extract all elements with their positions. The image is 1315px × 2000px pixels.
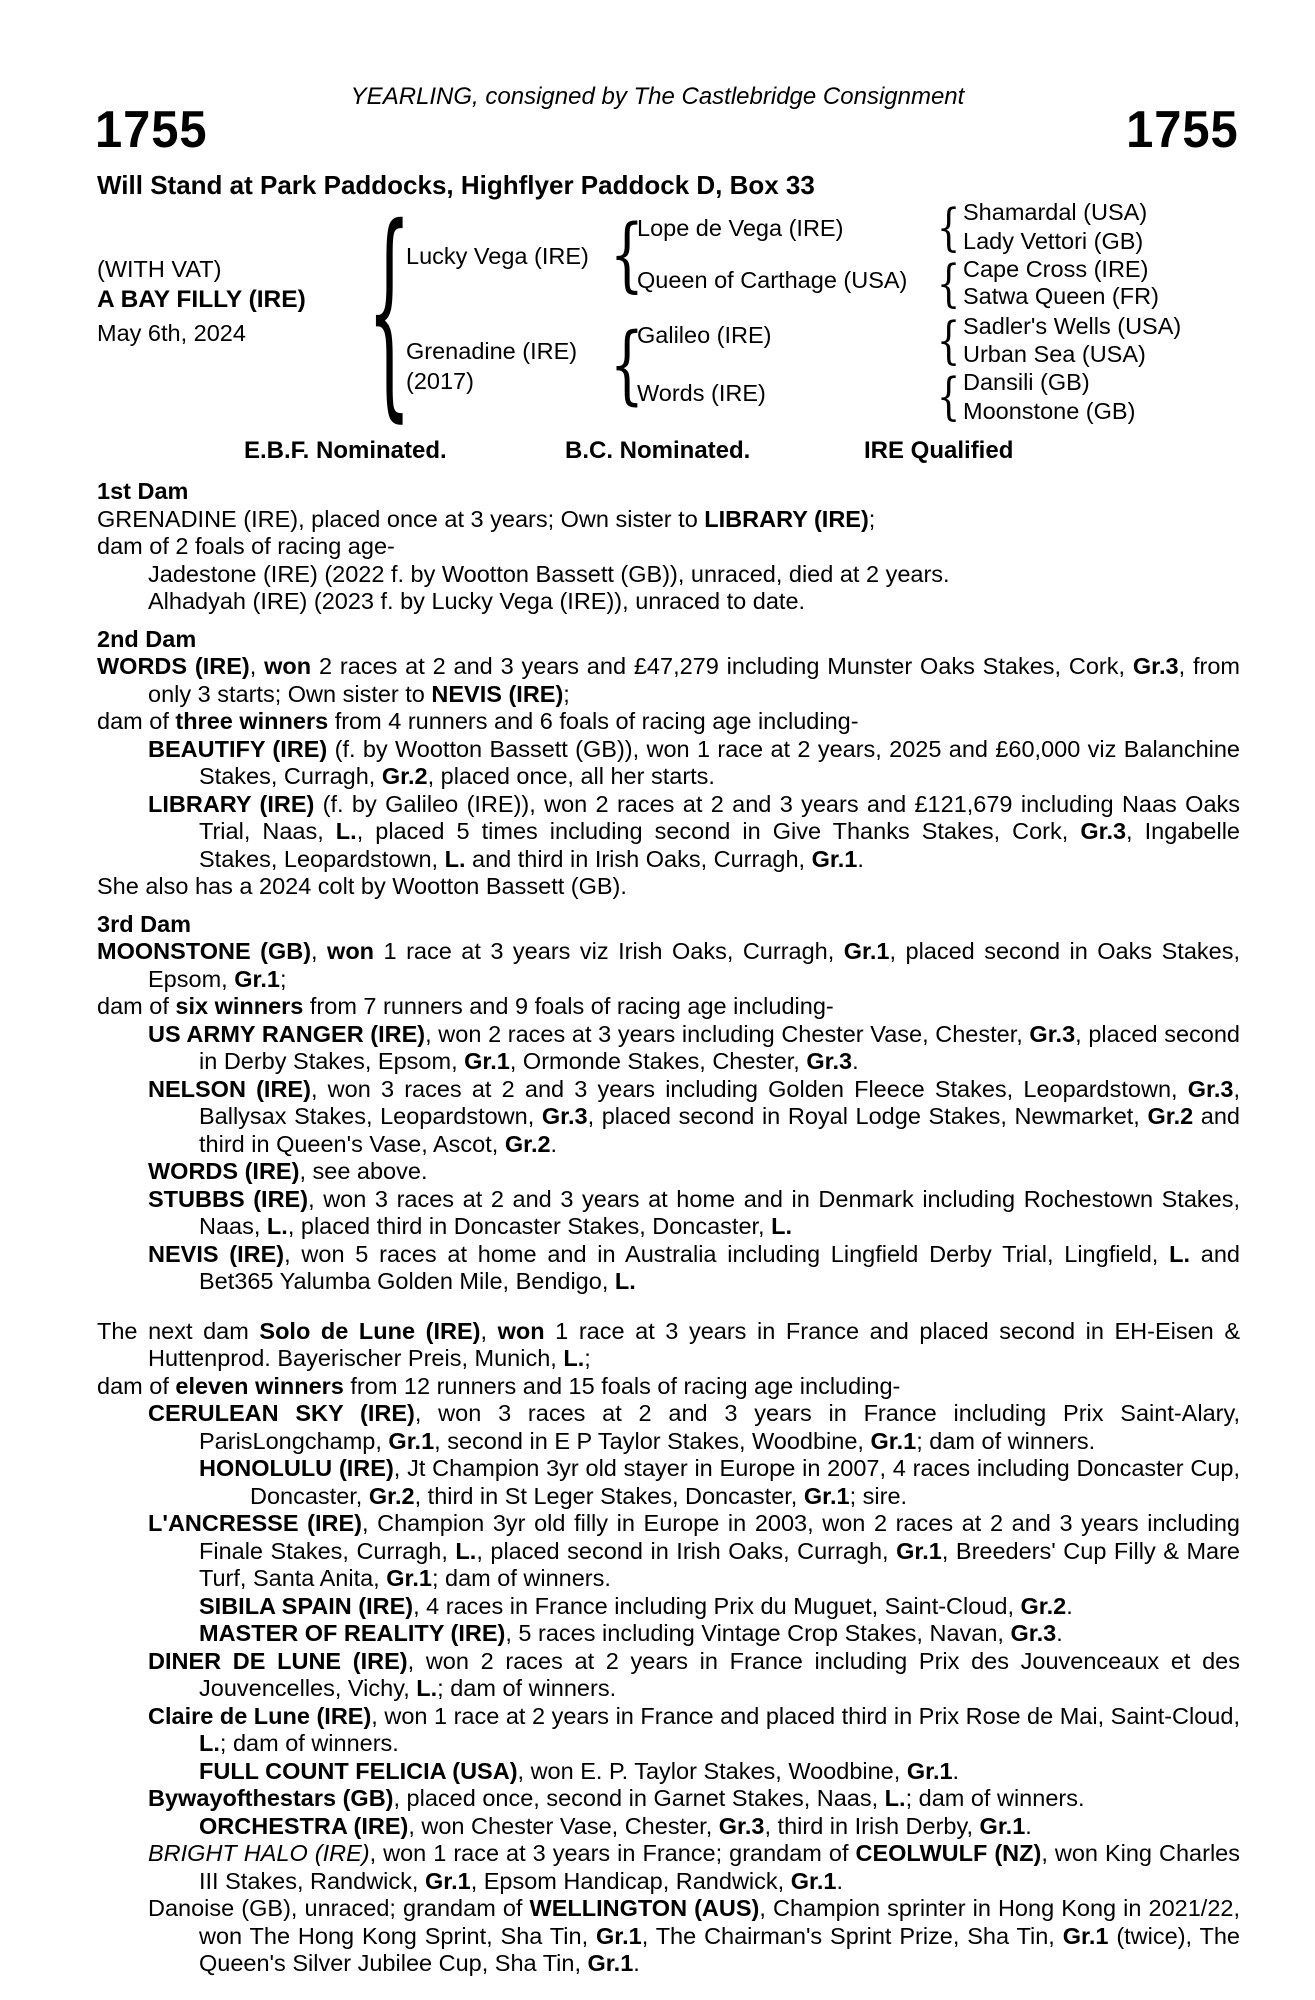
plain-text: , Ormonde Stakes, Chester, xyxy=(509,1048,807,1074)
emphasized-horse-or-grade: NEVIS (IRE) xyxy=(148,1240,285,1267)
plain-text: ; xyxy=(279,965,287,992)
plain-text: , Jt Champion 3yr old stayer in Europe in 2007, 4 races including Doncaster Cup, Doncaster, xyxy=(250,1455,1240,1509)
foaling-date: May 6th, 2024 xyxy=(97,320,246,346)
dam-section-heading: 2nd Dam xyxy=(97,625,197,652)
plain-text: , Champion sprinter in Hong Kong in 2021/22, won The Hong Kong Sprint, Sha Tin, xyxy=(199,1895,1241,1949)
emphasized-horse-or-grade: Gr.1 xyxy=(386,1565,432,1591)
emphasized-horse-or-grade: MASTER OF REALITY (IRE) xyxy=(199,1620,506,1646)
ebf-nomination: E.B.F. Nominated. xyxy=(244,437,447,464)
pedigree-text-paragraph xyxy=(97,708,1240,736)
pedigree-text-paragraph xyxy=(97,938,1240,993)
emphasized-horse-or-grade: Gr.1 xyxy=(595,1922,642,1949)
emphasized-horse-or-grade: WORDS (IRE) xyxy=(148,1158,300,1184)
pedigree-text-paragraph xyxy=(148,1785,1240,1813)
plain-text: , Epsom Handicap, Randwick, xyxy=(470,1867,791,1894)
pedigree-text-paragraph xyxy=(97,533,1240,561)
emphasized-horse-or-grade: six winners xyxy=(175,993,304,1019)
emphasized-horse-or-grade: NEVIS (IRE) xyxy=(431,680,564,707)
plain-text: ; xyxy=(868,505,876,532)
plain-text: and third in Irish Oaks, Curragh, xyxy=(465,845,812,872)
emphasized-horse-or-grade: Gr.3 xyxy=(1132,653,1179,679)
gen4-ancestor: Dansili (GB) xyxy=(963,369,1090,395)
emphasized-horse-or-grade: Gr.2 xyxy=(504,1130,551,1157)
emphasized-horse-or-grade: Gr.3 xyxy=(718,1812,765,1839)
emphasized-horse-or-grade: Gr.1 xyxy=(979,1812,1026,1839)
gen3-sire-of-sire: Lope de Vega (IRE) xyxy=(637,215,844,241)
emphasized-horse-or-grade: L. xyxy=(416,1675,438,1701)
emphasized-horse-or-grade: L. xyxy=(199,1730,220,1756)
plain-text: , xyxy=(249,653,265,679)
pedigree-text-body xyxy=(97,478,1240,1978)
gen3-dam-of-dam: Words (IRE) xyxy=(637,380,766,406)
plain-text: , won 2 races at 3 years including Chester Vase, Chester, xyxy=(425,1020,1030,1047)
gen4-ancestor: Lady Vettori (GB) xyxy=(963,228,1144,254)
emphasized-horse-or-grade: Gr.1 xyxy=(1062,1922,1109,1949)
pedigree-text-paragraph xyxy=(199,1813,1240,1841)
emphasized-horse-or-grade: Gr.3 xyxy=(1080,818,1127,844)
plain-text: , xyxy=(311,938,328,964)
plain-text: from 12 runners and 15 foals of racing age including- xyxy=(343,1372,901,1399)
plain-text: dam of xyxy=(97,1372,176,1399)
pedigree-text-paragraph xyxy=(148,1648,1240,1703)
emphasized-horse-or-grade: Gr.2 xyxy=(1020,1592,1067,1619)
plain-text: , placed second in Irish Oaks, Curragh, xyxy=(476,1537,897,1564)
plain-text: , placed second in Oaks Stakes, Epsom, xyxy=(148,938,1240,992)
emphasized-horse-or-grade: L. xyxy=(335,818,357,844)
emphasized-horse-or-grade: Gr.3 xyxy=(1187,1075,1234,1102)
emphasized-horse-or-grade: Gr.1 xyxy=(388,1427,435,1454)
emphasized-horse-or-grade: Gr.1 xyxy=(906,1757,953,1784)
pedigree-text-paragraph xyxy=(148,1840,1240,1895)
pedigree-text-paragraph xyxy=(148,1895,1240,1978)
plain-text: ; xyxy=(563,680,570,707)
plain-text: , placed 5 times including second in Give Thanks Stakes, Cork, xyxy=(356,818,1081,844)
dam-section-heading: 1st Dam xyxy=(97,478,189,504)
plain-text: , won King Charles III Stakes, Randwick, xyxy=(199,1840,1240,1894)
pedigree-text-paragraph xyxy=(97,993,1240,1021)
vat-note: (WITH VAT) xyxy=(97,256,222,282)
emphasized-horse-or-grade: SIBILA SPAIN (IRE) xyxy=(199,1592,414,1619)
emphasized-horse-or-grade: Solo de Lune (IRE) xyxy=(259,1317,481,1344)
lot-number-right: 1755 xyxy=(1126,101,1239,159)
pedigree-text-paragraph xyxy=(97,506,1240,534)
emphasized-horse-or-grade: NELSON (IRE) xyxy=(148,1075,311,1102)
emphasized-horse-or-grade: L. xyxy=(1169,1240,1190,1267)
pedigree-brace: { xyxy=(367,179,412,442)
pedigree-text-paragraph xyxy=(148,1400,1240,1455)
plain-text: , The Chairman's Sprint Prize, Sha Tin, xyxy=(641,1922,1063,1949)
emphasized-horse-or-grade: Gr.1 xyxy=(464,1048,510,1074)
emphasized-horse-or-grade: FULL COUNT FELICIA (USA) xyxy=(199,1757,518,1784)
emphasized-horse-or-grade: Gr.1 xyxy=(896,1537,942,1564)
plain-text: ; dam of winners. xyxy=(437,1675,617,1701)
pedigree-text-paragraph xyxy=(148,1510,1240,1593)
plain-text: Jadestone (IRE) (2022 f. by Wootton Bassett (GB)), unraced, died at 2 years. xyxy=(148,560,950,587)
plain-text: and third in Queen's Vase, Ascot, xyxy=(199,1103,1240,1157)
emphasized-horse-or-grade: Gr.1 xyxy=(811,845,858,872)
pedigree-text-paragraph xyxy=(148,1158,1240,1186)
consignment-line: YEARLING, consigned by The Castlebridge Consignment xyxy=(350,83,965,110)
plain-text: , placed second in Derby Stakes, Epsom, xyxy=(199,1020,1240,1074)
emphasized-horse-or-grade: Bywayofthestars (GB) xyxy=(148,1785,394,1811)
pedigree-text-paragraph xyxy=(148,1241,1240,1296)
plain-text: , won 3 races at 2 and 3 years at home and in Denmark including Rochestown Stakes, Naas, xyxy=(199,1185,1240,1239)
pedigree-text-paragraph xyxy=(148,736,1240,791)
plain-text: (f. by Wootton Bassett (GB)), won 1 race at 2 years, 2025 and £60,000 viz Balanchine Stakes, Curragh, xyxy=(199,735,1240,789)
pedigree-brace: { xyxy=(936,310,961,370)
emphasized-horse-or-grade: HONOLULU (IRE) xyxy=(199,1455,394,1481)
plain-text: , second in E P Taylor Stakes, Woodbine, xyxy=(434,1427,871,1454)
pedigree-brace: { xyxy=(936,366,961,426)
emphasized-horse-or-grade: Gr.1 xyxy=(424,1867,471,1894)
plain-text: , third in St Leger Stakes, Doncaster, xyxy=(414,1482,804,1509)
plain-text: . xyxy=(1056,1620,1063,1646)
pedigree-text-paragraph xyxy=(199,1758,1240,1786)
emphasized-horse-or-grade: L. xyxy=(614,1268,636,1294)
subject-name: A BAY FILLY (IRE) xyxy=(97,286,306,313)
pedigree-text-paragraph xyxy=(97,1373,1240,1401)
plain-text: dam of xyxy=(97,708,176,734)
plain-text: dam of xyxy=(97,993,176,1019)
emphasized-horse-or-grade: Gr.3 xyxy=(806,1048,853,1074)
plain-text: ; dam of winners. xyxy=(916,1427,1096,1454)
emphasized-horse-or-grade: L. xyxy=(455,1537,477,1564)
plain-text: , Breeders' Cup Filly & Mare Turf, Santa Anita, xyxy=(199,1537,1240,1591)
plain-text: , placed third in Doncaster Stakes, Doncaster, xyxy=(287,1213,772,1239)
plain-text: and Bet365 Yalumba Golden Mile, Bendigo, xyxy=(199,1240,1240,1294)
plain-text: . xyxy=(952,1757,960,1784)
plain-text: She also has a 2024 colt by Wootton Bassett (GB). xyxy=(97,873,627,899)
pedigree-text-paragraph xyxy=(148,791,1240,874)
gen4-ancestor: Cape Cross (IRE) xyxy=(963,256,1149,282)
emphasized-horse-or-grade: eleven winners xyxy=(175,1372,344,1399)
plain-text: 1 race at 3 years in France and placed second in EH-Eisen & Huttenprod. Bayerischer Preis, Munich, xyxy=(148,1317,1241,1371)
emphasized-horse-or-grade: Gr.2 xyxy=(1147,1103,1194,1129)
plain-text: , see above. xyxy=(299,1158,428,1184)
emphasized-horse-or-grade: Gr.1 xyxy=(234,965,280,992)
pedigree-text-paragraph xyxy=(148,561,1240,589)
pedigree-brace: { xyxy=(936,197,961,257)
plain-text: The next dam xyxy=(97,1317,260,1344)
plain-text: . xyxy=(836,1867,843,1894)
plain-text: , third in Irish Derby, xyxy=(764,1812,980,1839)
pedigree-text-paragraph xyxy=(148,1021,1240,1076)
plain-text: , Ballysax Stakes, Leopardstown, xyxy=(199,1075,1240,1129)
plain-text: ; dam of winners. xyxy=(905,1785,1085,1811)
emphasized-horse-or-grade: L. xyxy=(884,1785,906,1811)
ire-qualified: IRE Qualified xyxy=(864,437,1014,464)
plain-text: Danoise (GB), unraced; grandam of xyxy=(148,1895,530,1921)
pedigree-text-paragraph xyxy=(199,1455,1240,1510)
emphasized-horse-or-grade: Gr.3 xyxy=(541,1103,588,1129)
emphasized-horse-or-grade: L. xyxy=(266,1213,288,1239)
plain-text: . xyxy=(550,1130,558,1157)
pedigree-text-paragraph xyxy=(97,1318,1240,1373)
emphasized-horse-or-grade: three winners xyxy=(175,708,329,734)
pedigree-brace: { xyxy=(609,206,645,302)
emphasized-horse-or-grade: won xyxy=(327,938,375,964)
italic-horse-name: BRIGHT HALO (IRE) xyxy=(148,1840,370,1866)
dam-year: (2017) xyxy=(406,368,474,394)
pedigree-text-paragraph xyxy=(148,588,1240,616)
emphasized-horse-or-grade: Gr.1 xyxy=(843,938,890,964)
plain-text: , xyxy=(480,1317,498,1344)
emphasized-horse-or-grade: Claire de Lune (IRE) xyxy=(148,1702,372,1729)
emphasized-horse-or-grade: L. xyxy=(563,1345,585,1371)
plain-text: , placed second in Royal Lodge Stakes, Newmarket, xyxy=(587,1103,1148,1129)
pedigree-text-paragraph xyxy=(97,873,1240,901)
emphasized-horse-or-grade: LIBRARY (IRE) xyxy=(704,505,869,532)
plain-text: , Ingabelle Stakes, Leopardstown, xyxy=(199,818,1240,872)
emphasized-horse-or-grade: won xyxy=(264,653,312,679)
plain-text: . xyxy=(1066,1592,1073,1619)
plain-text: 1 race at 3 years viz Irish Oaks, Curragh, xyxy=(374,938,844,964)
plain-text: ; xyxy=(584,1345,591,1371)
sire-name: Lucky Vega (IRE) xyxy=(406,243,589,269)
emphasized-horse-or-grade: LIBRARY (IRE) xyxy=(148,790,315,817)
emphasized-horse-or-grade: won xyxy=(497,1317,545,1344)
plain-text: GRENADINE (IRE), placed once at 3 years; Own sister to xyxy=(97,505,705,532)
plain-text: (twice), The Queen's Silver Jubilee Cup, Sha Tin, xyxy=(199,1922,1240,1976)
plain-text: (f. by Galileo (IRE)), won 2 races at 2 and 3 years and £121,679 including Naas Oaks Trial, Naas, xyxy=(199,790,1241,844)
pedigree-brace: { xyxy=(609,314,645,414)
pedigree-brace: { xyxy=(936,253,961,313)
pedigree-text-paragraph xyxy=(199,1620,1240,1648)
plain-text: 2 races at 2 and 3 years and £47,279 including Munster Oaks Stakes, Cork, xyxy=(311,653,1133,679)
emphasized-horse-or-grade: CEOLWULF (NZ) xyxy=(855,1840,1042,1866)
plain-text: , won 1 race at 2 years in France and placed third in Prix Rose de Mai, Saint-Cloud, xyxy=(371,1702,1240,1729)
plain-text: , from only 3 starts; Own sister to xyxy=(148,653,1240,707)
plain-text: , 5 races including Vintage Crop Stakes, Navan, xyxy=(505,1620,1011,1646)
emphasized-horse-or-grade: STUBBS (IRE) xyxy=(148,1185,309,1212)
plain-text: , placed once, second in Garnet Stakes, Naas, xyxy=(393,1785,885,1811)
emphasized-horse-or-grade: Gr.3 xyxy=(1029,1020,1076,1047)
plain-text: from 4 runners and 6 foals of racing age including- xyxy=(328,708,859,734)
plain-text: , won E. P. Taylor Stakes, Woodbine, xyxy=(517,1757,907,1784)
emphasized-horse-or-grade: MOONSTONE (GB) xyxy=(97,938,312,964)
gen4-ancestor: Sadler's Wells (USA) xyxy=(963,313,1182,339)
emphasized-horse-or-grade: Gr.3 xyxy=(1010,1620,1057,1646)
plain-text: from 7 runners and 9 foals of racing age including- xyxy=(303,993,834,1019)
emphasized-horse-or-grade: Gr.1 xyxy=(587,1950,634,1976)
emphasized-horse-or-grade: L. xyxy=(444,845,466,872)
pedigree-text-paragraph xyxy=(199,1593,1240,1621)
emphasized-horse-or-grade: L'ANCRESSE (IRE) xyxy=(148,1510,362,1536)
plain-text: , won Chester Vase, Chester, xyxy=(408,1812,719,1839)
plain-text: ; sire. xyxy=(849,1482,908,1509)
gen3-dam-of-sire: Queen of Carthage (USA) xyxy=(637,267,908,293)
emphasized-horse-or-grade: WORDS (IRE) xyxy=(97,653,250,679)
pedigree-chart xyxy=(0,0,1315,470)
pedigree-text-paragraph xyxy=(148,1076,1240,1159)
gen3-sire-of-dam: Galileo (IRE) xyxy=(637,322,772,348)
plain-text: ; dam of winners. xyxy=(219,1730,399,1756)
plain-text: dam of 2 foals of racing age- xyxy=(97,533,395,559)
emphasized-horse-or-grade: US ARMY RANGER (IRE) xyxy=(148,1020,426,1047)
plain-text: . xyxy=(1025,1812,1032,1839)
dam-section-heading: 3rd Dam xyxy=(97,910,192,937)
gen4-ancestor: Satwa Queen (FR) xyxy=(963,283,1159,309)
plain-text: Alhadyah (IRE) (2023 f. by Lucky Vega (IRE)), unraced to date. xyxy=(148,588,806,614)
stand-location: Will Stand at Park Paddocks, Highflyer Paddock D, Box 33 xyxy=(97,170,815,200)
emphasized-horse-or-grade: DINER DE LUNE (IRE) xyxy=(148,1647,408,1674)
emphasized-horse-or-grade: Gr.1 xyxy=(790,1867,837,1894)
gen4-ancestor: Shamardal (USA) xyxy=(963,199,1148,225)
lot-number-left: 1755 xyxy=(95,101,208,159)
dam-name: Grenadine (IRE) xyxy=(406,338,578,364)
gen4-ancestor: Moonstone (GB) xyxy=(963,398,1136,424)
emphasized-horse-or-grade: BEAUTIFY (IRE) xyxy=(148,735,328,762)
bc-nomination: B.C. Nominated. xyxy=(565,437,751,464)
plain-text: , won 2 races at 2 years in France including Prix des Jouvenceaux et des Jouvencelles, Vichy, xyxy=(199,1647,1240,1701)
emphasized-horse-or-grade: Gr.2 xyxy=(381,763,428,789)
emphasized-horse-or-grade: Gr.1 xyxy=(803,1482,850,1509)
pedigree-text-paragraph xyxy=(148,1703,1240,1758)
plain-text: , won 3 races at 2 and 3 years including Golden Fleece Stakes, Leopardstown, xyxy=(310,1075,1188,1102)
emphasized-horse-or-grade: ORCHESTRA (IRE) xyxy=(199,1812,409,1839)
plain-text: , won 1 race at 3 years in France; grandam of xyxy=(369,1840,856,1866)
emphasized-horse-or-grade: L. xyxy=(771,1213,793,1239)
plain-text: , Champion 3yr old filly in Europe in 2003, won 2 races at 2 and 3 years including Finale Stakes, Curragh, xyxy=(199,1510,1240,1564)
pedigree-text-paragraph xyxy=(97,653,1240,708)
plain-text: , won 3 races at 2 and 3 years in France including Prix Saint-Alary, ParisLongchamp, xyxy=(199,1400,1241,1454)
emphasized-horse-or-grade: WELLINGTON (AUS) xyxy=(529,1895,760,1921)
plain-text: . xyxy=(633,1950,640,1976)
plain-text: , won 5 races at home and in Australia including Lingfield Derby Trial, Lingfield, xyxy=(284,1240,1170,1267)
emphasized-horse-or-grade: Gr.2 xyxy=(368,1482,415,1509)
plain-text: , 4 races in France including Prix du Muguet, Saint-Cloud, xyxy=(413,1592,1021,1619)
gen4-ancestor: Urban Sea (USA) xyxy=(963,341,1146,367)
plain-text: ; dam of winners. xyxy=(431,1565,611,1591)
pedigree-text-paragraph xyxy=(148,1186,1240,1241)
emphasized-horse-or-grade: CERULEAN SKY (IRE) xyxy=(148,1400,415,1426)
plain-text: , placed once, all her starts. xyxy=(427,763,715,789)
emphasized-horse-or-grade: Gr.1 xyxy=(870,1427,917,1454)
plain-text: . xyxy=(857,845,864,872)
plain-text: . xyxy=(852,1048,859,1074)
